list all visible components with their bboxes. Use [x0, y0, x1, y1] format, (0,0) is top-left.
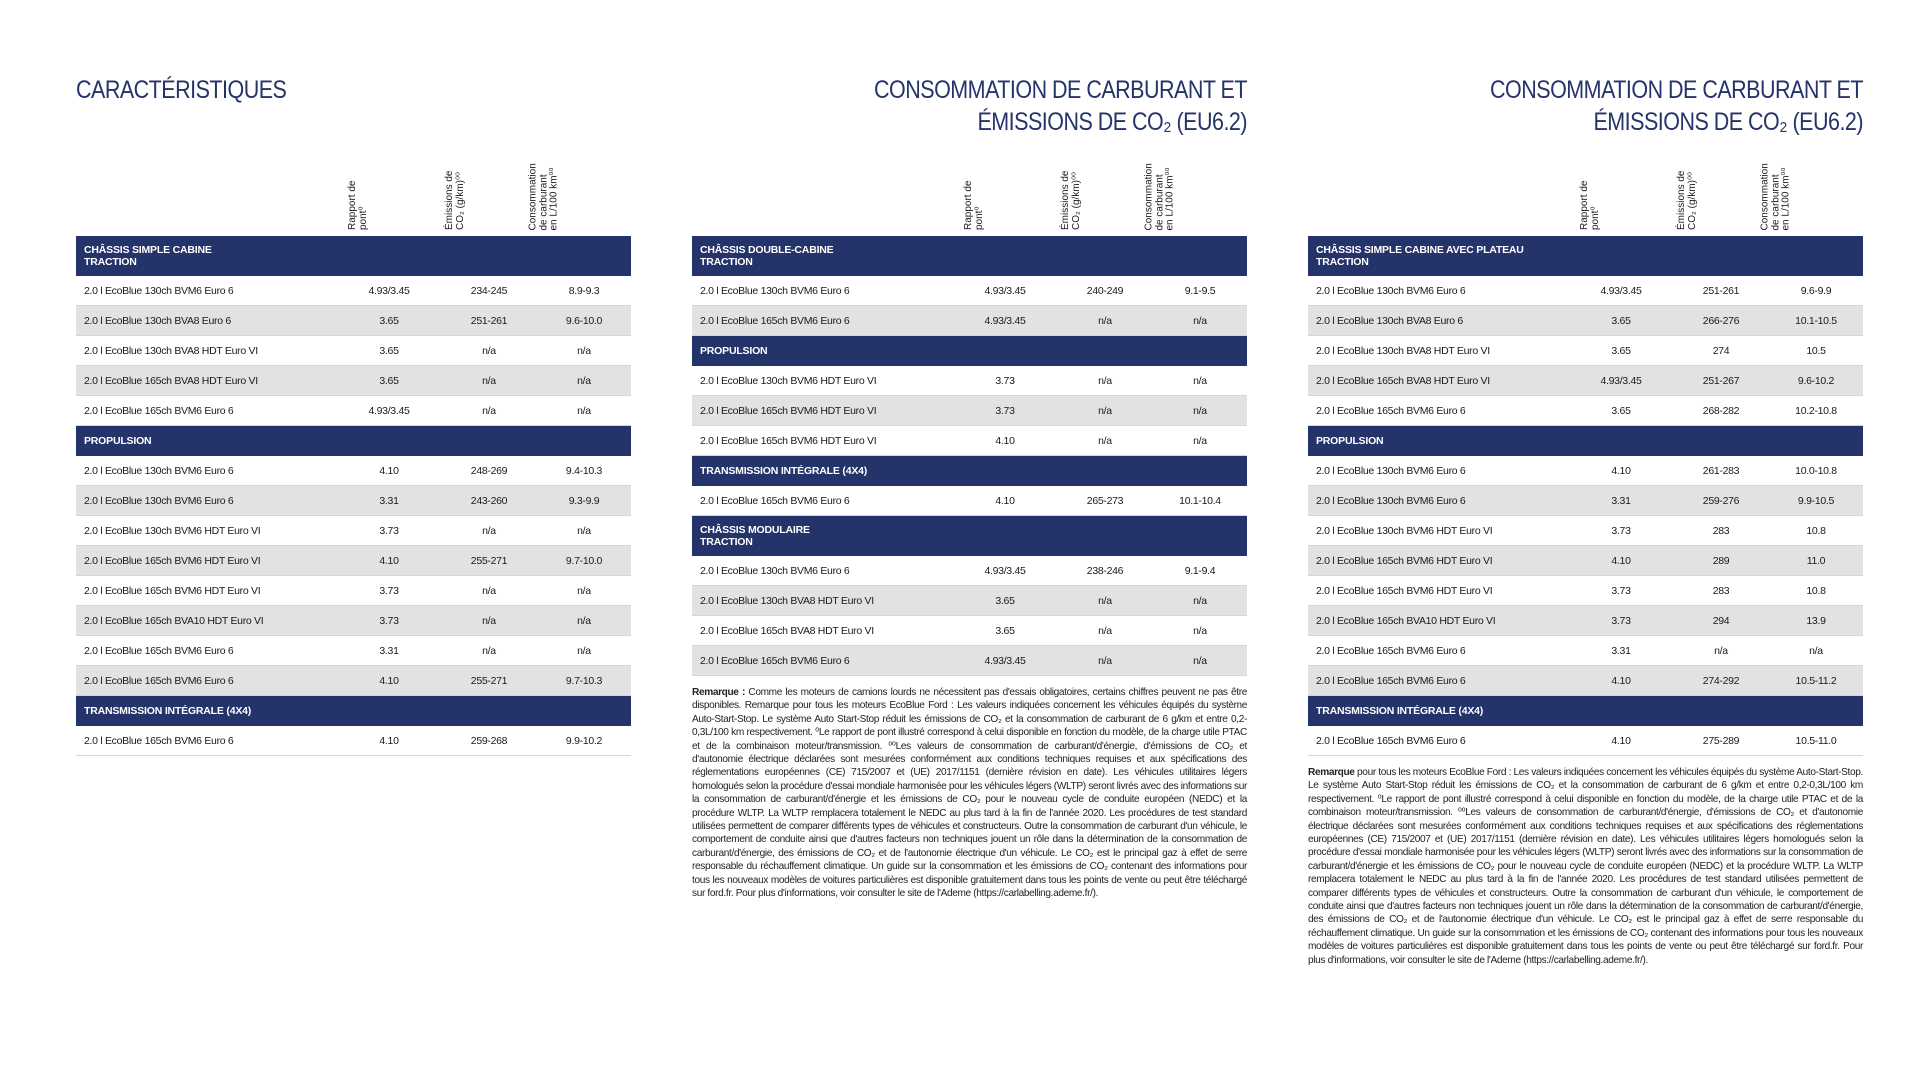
- table-row: [1308, 456, 1863, 486]
- fuel-consumption-cell: 13.9: [1806, 614, 1826, 627]
- remark-text: pour tous les moteurs EcoBlue Ford : Les valeurs indiquées concernent les véhicules équipés du système Auto-Start-Stop. Le système Auto Start-Stop réduit les émissions de CO₂ et la consommation de carburant de 6 g/km et entre 0,2-0,3L/100 km respectivement. ⁰Le rapport de pont illustré correspond à celui disponible en fonction du modèle, de la charge utile PTAC et de la combinaison moteur/transmission. ⁰⁰Les valeurs de consommation de carburant/d'énergie, d'émissions de CO₂ et d'autonomie électrique déclarées sont mesurées conformément aux conditions techniques requises et aux spécifications des réglementations européennes (CE) 715/2007 et (UE) 2017/1151 (dernière révision en date). Les véhicules utilitaires légers homologués selon la procédure d'essai mondiale harmonisée pour les véhicules légers (WLTP) seront livrés avec des informations sur la consommation de carburant/d'énergie et les émissions de CO₂ pour le nouveau cycle de conduite européen (NEDC) et la procédure WLTP. La WLTP remplacera totalement le NEDC au plus tard à la fin de l'année 2020. Les procédures de test standard utilisées permettent de comparer différents types de véhicules et constructeurs. Outre la consommation de carburant d'un véhicule, le comportement de conduite ainsi que d'autres facteurs non techniques jouent un rôle dans la détermination de la consommation de carburant/d'énergie, des émissions de CO₂ et de l'autonomie électrique d'un véhicule. Le CO₂ est le principal gaz à effet de serre responsable du réchauffement climatique. Un guide sur la consommation et les émissions de CO₂ contenant des informations pour tous les nouveaux modèles de voitures particulières est disponible gratuitement dans tous les points de vente ou peut être téléchargé sur ford.fr. Pour plus d'informations, voir consulter le site de l'Ademe (https://carlabelling.ademe.fr/).: [1308, 767, 1863, 966]
- fuel-consumption-cell: 9.6-10.0: [565, 314, 603, 327]
- fuel-consumption-cell: 9.4-10.3: [565, 464, 603, 477]
- section-header-line: PROPULSION: [700, 345, 768, 357]
- co2-emissions-cell: n/a: [482, 344, 496, 357]
- fuel-consumption-cell: n/a: [1193, 624, 1207, 637]
- fuel-consumption-cell: 9.9-10.5: [1797, 494, 1835, 507]
- table-row: [1308, 576, 1863, 606]
- axle-ratio-cell: 3.73: [995, 404, 1015, 417]
- engine-cell: 2.0 l EcoBlue 130ch BVM6 Euro 6: [84, 284, 234, 297]
- fuel-consumption-cell: 10.5: [1806, 344, 1826, 357]
- axle-ratio-cell: 3.65: [379, 374, 399, 387]
- axle-ratio-cell: 3.73: [1611, 584, 1631, 597]
- column-header-line: en L/100 km⁰⁰: [1780, 166, 1792, 230]
- section-header-line: PROPULSION: [84, 435, 152, 447]
- co2-emissions-cell: 238-246: [1086, 564, 1124, 577]
- axle-ratio-cell: 3.31: [379, 494, 399, 507]
- fuel-consumption-cell: 10.8: [1806, 524, 1826, 537]
- co2-emissions-cell: 251-261: [470, 314, 508, 327]
- fuel-consumption-cell: n/a: [1193, 594, 1207, 607]
- table-row: [76, 366, 631, 396]
- engine-cell: 2.0 l EcoBlue 130ch BVA8 Euro 6: [1316, 314, 1463, 327]
- remark-text: Comme les moteurs de camions lourds ne nécessitent pas d'essais obligatoires, certains chiffres peuvent ne pas être disponibles. Remarque pour tous les moteurs EcoBlue Ford : Les valeurs indiquées concernent les véhicules équipés du système Auto-Start-Stop. Le système Auto Start-Stop réduit les émissions de CO₂ et la consommation de carburant de 6 g/km et entre 0,2-0,3L/100 km respectivement. ⁰Le rapport de pont illustré correspond à celui disponible en fonction du modèle, de la charge utile PTAC et de la combinaison moteur/transmission. ⁰⁰Les valeurs de consommation de carburant/d'énergie, d'émissions de CO₂ et d'autonomie électrique déclarées sont mesurées conformément aux conditions techniques requises et aux spécifications des réglementations européennes (CE) 715/2007 et (UE) 2017/1151 (dernière révision en date). Les véhicules utilitaires légers homologués selon la procédure d'essai mondiale harmonisée pour les véhicules légers (WLTP) seront livrés avec des informations sur la consommation de carburant/d'énergie et les émissions de CO₂ pour le nouveau cycle de conduite européen (NEDC) et la procédure WLTP. La WLTP remplacera totalement le NEDC au plus tard à la fin de l'année 2020. Les procédures de test standard utilisées permettent de comparer différents types de véhicules et constructeurs. Outre la consommation de carburant d'un véhicule, le comportement de conduite ainsi que d'autres facteurs non techniques jouent un rôle dans la détermination de la consommation de carburant/d'énergie, des émissions de CO₂ et de l'autonomie électrique d'un véhicule. Le CO₂ est le principal gaz à effet de serre responsable du réchauffement climatique. Un guide sur la consommation et les émissions de CO₂ contenant des informations pour tous les nouveaux modèles de voitures particulières est disponible gratuitement dans tous les points de vente ou peut être téléchargé sur ford.fr. Pour plus d'informations, voir consulter le site de l'Ademe (https://carlabelling.ademe.fr/).: [692, 687, 1247, 900]
- section-header-line: TRACTION: [84, 256, 137, 268]
- remark-note: [1308, 766, 1863, 967]
- column-header-line: Consommation: [1759, 162, 1771, 230]
- column-header-line: Rapport de: [1579, 180, 1590, 230]
- engine-cell: 2.0 l EcoBlue 130ch BVM6 Euro 6: [700, 284, 850, 297]
- co2-emissions-cell: n/a: [482, 584, 496, 597]
- engine-cell: 2.0 l EcoBlue 130ch BVA8 HDT Euro VI: [1316, 344, 1490, 357]
- co2-emissions-cell: n/a: [1714, 644, 1728, 657]
- axle-ratio-cell: 3.31: [1611, 644, 1631, 657]
- fuel-consumption-cell: n/a: [577, 644, 591, 657]
- column-headers: [1308, 138, 1863, 236]
- co2-emissions-cell: n/a: [1098, 374, 1112, 387]
- table-row: [76, 726, 631, 756]
- column-header-text: [1061, 142, 1082, 230]
- table-row: [76, 636, 631, 666]
- table-row: [76, 306, 631, 336]
- table-row: [1308, 636, 1863, 666]
- co2-emissions-cell: n/a: [482, 614, 496, 627]
- column-header-line: Émissions de: [1060, 170, 1071, 230]
- section-header-text: [84, 244, 212, 268]
- axle-ratio-cell: 4.93/3.45: [984, 284, 1026, 297]
- section-header-line: TRACTION: [700, 256, 753, 268]
- engine-cell: 2.0 l EcoBlue 165ch BVM6 Euro 6: [84, 734, 234, 747]
- co2-emissions-cell: 248-269: [470, 464, 508, 477]
- co2-emissions-cell: 265-273: [1086, 494, 1124, 507]
- axle-ratio-cell: 4.10: [1611, 734, 1631, 747]
- section-header: [76, 236, 631, 276]
- column-header-text: [1580, 142, 1601, 230]
- table-row: [1308, 306, 1863, 336]
- column-header-line: pont⁰: [357, 206, 369, 230]
- fuel-consumption-cell: 10.1-10.5: [1795, 314, 1837, 327]
- section-header-text: [1316, 244, 1524, 268]
- co2-emissions-cell: n/a: [1098, 594, 1112, 607]
- axle-ratio-cell: 4.10: [995, 494, 1015, 507]
- column-header-line: Consommation: [1143, 162, 1155, 230]
- table-row: [692, 366, 1247, 396]
- section-header: [1308, 426, 1863, 456]
- section-header: [692, 456, 1247, 486]
- table-row: [1308, 336, 1863, 366]
- axle-ratio-cell: 4.10: [1611, 674, 1631, 687]
- table-row: [76, 576, 631, 606]
- fuel-consumption-cell: 9.3-9.9: [568, 494, 600, 507]
- section-header-line: TRANSMISSION INTÉGRALE (4X4): [84, 705, 252, 717]
- section-header-line: CHÂSSIS SIMPLE CABINE: [84, 244, 212, 256]
- axle-ratio-cell: 4.93/3.45: [368, 404, 410, 417]
- table-row: [692, 306, 1247, 336]
- co2-emissions-cell: 251-267: [1702, 374, 1740, 387]
- co2-emissions-cell: n/a: [1098, 654, 1112, 667]
- column-headers: [76, 138, 631, 236]
- axle-ratio-cell: 3.65: [995, 594, 1015, 607]
- table-row: [1308, 546, 1863, 576]
- panel-characteristics: [76, 74, 631, 756]
- axle-ratio-cell: 3.65: [379, 314, 399, 327]
- fuel-consumption-cell: 10.2-10.8: [1795, 404, 1837, 417]
- column-header-line: pont⁰: [973, 206, 985, 230]
- fuel-consumption-cell: n/a: [1193, 404, 1207, 417]
- co2-emissions-cell: 289: [1712, 554, 1730, 567]
- co2-emissions-cell: 275-289: [1702, 734, 1740, 747]
- engine-cell: 2.0 l EcoBlue 165ch BVA8 HDT Euro VI: [700, 624, 874, 637]
- axle-ratio-cell: 4.10: [1611, 464, 1631, 477]
- axle-ratio-cell: 4.10: [379, 464, 399, 477]
- engine-cell: 2.0 l EcoBlue 165ch BVM6 Euro 6: [1316, 644, 1466, 657]
- column-header-line: Émissions de: [444, 170, 455, 230]
- co2-emissions-cell: 266-276: [1702, 314, 1740, 327]
- co2-emissions-cell: 294: [1712, 614, 1730, 627]
- co2-emissions-cell: 274: [1712, 344, 1730, 357]
- fuel-consumption-cell: 9.7-10.3: [565, 674, 603, 687]
- fuel-consumption-cell: 11.0: [1806, 554, 1826, 567]
- co2-emissions-cell: 255-271: [470, 674, 508, 687]
- fuel-consumption-cell: 9.6-9.9: [1800, 284, 1832, 297]
- section-header-text: [700, 524, 810, 548]
- fuel-consumption-cell: n/a: [1193, 434, 1207, 447]
- fuel-consumption-cell: n/a: [577, 584, 591, 597]
- section-header-text: [84, 705, 251, 717]
- section-header-line: CHÂSSIS MODULAIRE: [700, 524, 810, 536]
- axle-ratio-cell: 4.93/3.45: [1600, 284, 1642, 297]
- page-title: [76, 74, 553, 138]
- section-header-line: TRACTION: [1316, 256, 1369, 268]
- column-header-text: [1761, 142, 1793, 230]
- section-header: [692, 516, 1247, 556]
- engine-cell: 2.0 l EcoBlue 165ch BVM6 HDT Euro VI: [84, 554, 261, 567]
- engine-cell: 2.0 l EcoBlue 165ch BVM6 HDT Euro VI: [700, 434, 877, 447]
- engine-cell: 2.0 l EcoBlue 130ch BVM6 Euro 6: [84, 464, 234, 477]
- column-header-line: de carburant: [538, 173, 549, 230]
- fuel-consumption-cell: 9.9-10.2: [565, 734, 603, 747]
- engine-cell: 2.0 l EcoBlue 165ch BVM6 Euro 6: [84, 674, 234, 687]
- fuel-consumption-cell: n/a: [577, 404, 591, 417]
- column-headers: [692, 138, 1247, 236]
- axle-ratio-cell: 3.65: [379, 344, 399, 357]
- section-header-text: [700, 465, 867, 477]
- co2-emissions-cell: 274-292: [1702, 674, 1740, 687]
- remark-label: Remarque: [1308, 767, 1355, 778]
- axle-ratio-cell: 3.65: [1611, 344, 1631, 357]
- fuel-consumption-cell: n/a: [1193, 314, 1207, 327]
- axle-ratio-cell: 3.73: [995, 374, 1015, 387]
- section-header-line: TRANSMISSION INTÉGRALE (4X4): [1316, 705, 1484, 717]
- table-row: [692, 276, 1247, 306]
- fuel-consumption-cell: 10.5-11.2: [1795, 674, 1837, 687]
- engine-cell: 2.0 l EcoBlue 165ch BVM6 Euro 6: [700, 494, 850, 507]
- table-row: [76, 666, 631, 696]
- engine-cell: 2.0 l EcoBlue 165ch BVA10 HDT Euro VI: [1316, 614, 1496, 627]
- engine-cell: 2.0 l EcoBlue 130ch BVM6 HDT Euro VI: [700, 374, 877, 387]
- page-title: [770, 74, 1247, 138]
- section-header-line: TRACTION: [700, 536, 753, 548]
- table-row: [692, 586, 1247, 616]
- fuel-consumption-cell: n/a: [577, 344, 591, 357]
- engine-cell: 2.0 l EcoBlue 165ch BVM6 Euro 6: [84, 644, 234, 657]
- table-row: [76, 276, 631, 306]
- co2-emissions-cell: 261-283: [1702, 464, 1740, 477]
- axle-ratio-cell: 4.93/3.45: [368, 284, 410, 297]
- co2-emissions-cell: 251-261: [1702, 284, 1740, 297]
- engine-cell: 2.0 l EcoBlue 130ch BVM6 Euro 6: [1316, 464, 1466, 477]
- co2-emissions-cell: 283: [1712, 584, 1730, 597]
- fuel-consumption-cell: 10.1-10.4: [1179, 494, 1221, 507]
- panel-consumption-platform: [1308, 74, 1863, 967]
- engine-cell: 2.0 l EcoBlue 165ch BVA10 HDT Euro VI: [84, 614, 264, 627]
- section-header-line: TRANSMISSION INTÉGRALE (4X4): [700, 465, 868, 477]
- column-header-line: Rapport de: [347, 180, 358, 230]
- engine-cell: 2.0 l EcoBlue 165ch BVM6 Euro 6: [700, 314, 850, 327]
- column-header-text: [1145, 142, 1177, 230]
- axle-ratio-cell: 3.73: [1611, 614, 1631, 627]
- fuel-consumption-cell: n/a: [1193, 374, 1207, 387]
- section-header: [1308, 696, 1863, 726]
- table-row: [692, 486, 1247, 516]
- column-header-text: [445, 142, 466, 230]
- axle-ratio-cell: 4.10: [379, 554, 399, 567]
- fuel-consumption-cell: n/a: [1193, 654, 1207, 667]
- table-row: [1308, 486, 1863, 516]
- co2-emissions-cell: 259-276: [1702, 494, 1740, 507]
- title-line: CONSOMMATION DE CARBURANT ET: [1490, 76, 1863, 104]
- co2-emissions-cell: n/a: [482, 524, 496, 537]
- engine-cell: 2.0 l EcoBlue 165ch BVM6 HDT Euro VI: [84, 584, 261, 597]
- section-header: [692, 336, 1247, 366]
- axle-ratio-cell: 4.93/3.45: [984, 564, 1026, 577]
- section-header-text: [84, 435, 151, 447]
- engine-cell: 2.0 l EcoBlue 130ch BVM6 Euro 6: [1316, 284, 1466, 297]
- axle-ratio-cell: 4.93/3.45: [1600, 374, 1642, 387]
- fuel-consumption-cell: 10.0-10.8: [1795, 464, 1837, 477]
- table-row: [76, 456, 631, 486]
- table-row: [1308, 606, 1863, 636]
- section-header-text: [700, 345, 767, 357]
- co2-emissions-cell: 268-282: [1702, 404, 1740, 417]
- table-row: [1308, 366, 1863, 396]
- engine-cell: 2.0 l EcoBlue 130ch BVA8 Euro 6: [84, 314, 231, 327]
- table-row: [692, 616, 1247, 646]
- section-header: [692, 236, 1247, 276]
- section-header: [76, 696, 631, 726]
- table-row: [1308, 516, 1863, 546]
- axle-ratio-cell: 3.31: [1611, 494, 1631, 507]
- section-header-line: CHÂSSIS DOUBLE-CABINE: [700, 244, 834, 256]
- section-header-text: [1316, 435, 1383, 447]
- engine-cell: 2.0 l EcoBlue 165ch BVM6 Euro 6: [1316, 674, 1466, 687]
- co2-emissions-cell: n/a: [482, 374, 496, 387]
- fuel-consumption-cell: 9.6-10.2: [1797, 374, 1835, 387]
- engine-cell: 2.0 l EcoBlue 165ch BVM6 Euro 6: [700, 654, 850, 667]
- column-header-line: en L/100 km⁰⁰: [1164, 166, 1176, 230]
- axle-ratio-cell: 4.10: [379, 674, 399, 687]
- column-header-line: de carburant: [1154, 173, 1165, 230]
- panel-consumption-double-cab: [692, 74, 1247, 901]
- axle-ratio-cell: 3.31: [379, 644, 399, 657]
- engine-cell: 2.0 l EcoBlue 130ch BVM6 HDT Euro VI: [1316, 524, 1493, 537]
- engine-cell: 2.0 l EcoBlue 165ch BVM6 HDT Euro VI: [1316, 584, 1493, 597]
- title-line: ÉMISSIONS DE CO₂ (EU6.2): [1593, 108, 1863, 136]
- axle-ratio-cell: 3.73: [379, 524, 399, 537]
- page-title: [1386, 74, 1863, 138]
- remark-note: [692, 686, 1247, 901]
- column-header-line: Émissions de: [1676, 170, 1687, 230]
- co2-emissions-cell: n/a: [1098, 434, 1112, 447]
- section-header: [1308, 236, 1863, 276]
- fuel-consumption-cell: n/a: [577, 614, 591, 627]
- column-header-text: [348, 142, 369, 230]
- fuel-consumption-cell: n/a: [577, 524, 591, 537]
- engine-cell: 2.0 l EcoBlue 130ch BVA8 HDT Euro VI: [84, 344, 258, 357]
- title-line: CONSOMMATION DE CARBURANT ET: [874, 76, 1247, 104]
- axle-ratio-cell: 3.73: [379, 614, 399, 627]
- section-header-line: CHÂSSIS SIMPLE CABINE AVEC PLATEAU: [1316, 244, 1524, 256]
- axle-ratio-cell: 3.65: [1611, 404, 1631, 417]
- table-row: [692, 646, 1247, 676]
- column-header-line: CO₂ (g/km)⁰⁰: [454, 171, 466, 230]
- column-header-line: pont⁰: [1589, 206, 1601, 230]
- axle-ratio-cell: 4.93/3.45: [984, 314, 1026, 327]
- co2-emissions-cell: n/a: [1098, 404, 1112, 417]
- axle-ratio-cell: 4.10: [995, 434, 1015, 447]
- engine-cell: 2.0 l EcoBlue 130ch BVM6 HDT Euro VI: [84, 524, 261, 537]
- column-header-line: CO₂ (g/km)⁰⁰: [1686, 171, 1698, 230]
- section-header-line: PROPULSION: [1316, 435, 1384, 447]
- co2-emissions-cell: n/a: [482, 644, 496, 657]
- engine-cell: 2.0 l EcoBlue 130ch BVM6 Euro 6: [84, 494, 234, 507]
- column-header-line: en L/100 km⁰⁰: [548, 166, 560, 230]
- table-row: [1308, 666, 1863, 696]
- engine-cell: 2.0 l EcoBlue 130ch BVM6 Euro 6: [700, 564, 850, 577]
- title-line: CARACTÉRISTIQUES: [76, 76, 287, 104]
- engine-cell: 2.0 l EcoBlue 165ch BVA8 HDT Euro VI: [84, 374, 258, 387]
- axle-ratio-cell: 4.10: [379, 734, 399, 747]
- column-header-text: [964, 142, 985, 230]
- co2-emissions-cell: n/a: [1098, 314, 1112, 327]
- engine-cell: 2.0 l EcoBlue 165ch BVM6 Euro 6: [1316, 404, 1466, 417]
- fuel-consumption-cell: 10.8: [1806, 584, 1826, 597]
- table-row: [1308, 276, 1863, 306]
- table-row: [692, 396, 1247, 426]
- table-row: [76, 606, 631, 636]
- fuel-consumption-cell: n/a: [1809, 644, 1823, 657]
- table-row: [692, 426, 1247, 456]
- axle-ratio-cell: 3.65: [995, 624, 1015, 637]
- engine-cell: 2.0 l EcoBlue 165ch BVM6 Euro 6: [1316, 734, 1466, 747]
- co2-emissions-cell: 259-268: [470, 734, 508, 747]
- column-header-line: Rapport de: [963, 180, 974, 230]
- table-row: [692, 556, 1247, 586]
- fuel-consumption-cell: 8.9-9.3: [568, 284, 600, 297]
- column-header-text: [529, 142, 561, 230]
- table-row: [1308, 726, 1863, 756]
- column-header-line: CO₂ (g/km)⁰⁰: [1070, 171, 1082, 230]
- engine-cell: 2.0 l EcoBlue 165ch BVA8 HDT Euro VI: [1316, 374, 1490, 387]
- table-row: [76, 486, 631, 516]
- section-header: [76, 426, 631, 456]
- engine-cell: 2.0 l EcoBlue 165ch BVM6 Euro 6: [84, 404, 234, 417]
- co2-emissions-cell: n/a: [1098, 624, 1112, 637]
- title-line: ÉMISSIONS DE CO₂ (EU6.2): [977, 108, 1247, 136]
- section-header-text: [1316, 705, 1483, 717]
- axle-ratio-cell: 4.93/3.45: [984, 654, 1026, 667]
- table-row: [76, 336, 631, 366]
- fuel-consumption-cell: 10.5-11.0: [1795, 734, 1837, 747]
- fuel-consumption-cell: n/a: [577, 374, 591, 387]
- co2-emissions-cell: 240-249: [1086, 284, 1124, 297]
- axle-ratio-cell: 3.73: [379, 584, 399, 597]
- co2-emissions-cell: n/a: [482, 404, 496, 417]
- engine-cell: 2.0 l EcoBlue 130ch BVA8 HDT Euro VI: [700, 594, 874, 607]
- fuel-consumption-cell: 9.1-9.5: [1184, 284, 1216, 297]
- co2-emissions-cell: 234-245: [470, 284, 508, 297]
- co2-emissions-cell: 283: [1712, 524, 1730, 537]
- table-row: [76, 396, 631, 426]
- remark-label: Remarque :: [692, 687, 745, 698]
- column-header-text: [1677, 142, 1698, 230]
- table-row: [76, 516, 631, 546]
- engine-cell: 2.0 l EcoBlue 165ch BVM6 HDT Euro VI: [1316, 554, 1493, 567]
- co2-emissions-cell: 243-260: [470, 494, 508, 507]
- axle-ratio-cell: 3.73: [1611, 524, 1631, 537]
- column-header-line: de carburant: [1770, 173, 1781, 230]
- column-header-line: Consommation: [527, 162, 539, 230]
- table-row: [76, 546, 631, 576]
- axle-ratio-cell: 3.65: [1611, 314, 1631, 327]
- table-row: [1308, 396, 1863, 426]
- fuel-consumption-cell: 9.7-10.0: [565, 554, 603, 567]
- engine-cell: 2.0 l EcoBlue 165ch BVM6 HDT Euro VI: [700, 404, 877, 417]
- axle-ratio-cell: 4.10: [1611, 554, 1631, 567]
- section-header-text: [700, 244, 833, 268]
- engine-cell: 2.0 l EcoBlue 130ch BVM6 Euro 6: [1316, 494, 1466, 507]
- fuel-consumption-cell: 9.1-9.4: [1184, 564, 1216, 577]
- co2-emissions-cell: 255-271: [470, 554, 508, 567]
